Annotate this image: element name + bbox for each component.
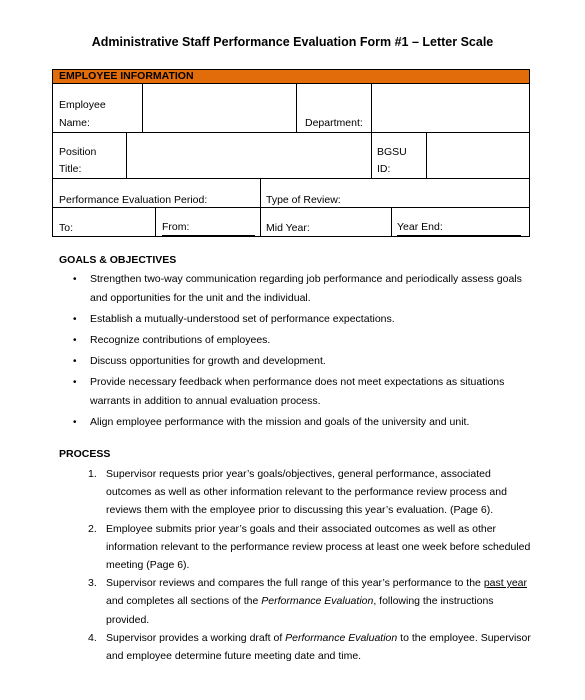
goals-heading: GOALS & OBJECTIVES [59, 254, 177, 266]
year-end-underline [397, 235, 521, 236]
goal-item [70, 373, 540, 411]
goals-list [70, 270, 540, 434]
year-end-cell[interactable] [391, 208, 529, 236]
bullet-icon: • [73, 417, 77, 428]
bgsu-id-label-1: BGSU [377, 146, 407, 158]
process-heading: PROCESS [59, 448, 111, 460]
bgsu-id-field[interactable] [426, 133, 529, 178]
goal-text: Establish a mutually-understood set of performance expectations. [90, 313, 395, 325]
to-cell[interactable] [53, 208, 156, 236]
department-label-cell [296, 84, 372, 132]
bullet-icon: • [73, 314, 77, 325]
step-text-part1: Supervisor reviews and compares the full range of this year’s performance to the [106, 577, 484, 590]
process-step [88, 465, 538, 520]
year-end-label: Year End: [397, 221, 443, 233]
document-title: Administrative Staff Performance Evaluation Form #1 – Letter Scale [91, 35, 494, 49]
mid-year-cell[interactable] [260, 208, 392, 236]
process-step [88, 629, 538, 665]
from-underline [162, 235, 255, 236]
bullet-icon: • [73, 356, 77, 367]
position-title-field[interactable] [126, 133, 372, 178]
step-text-part2: to the employee. Supervisor and employee determine future meeting date and time. [106, 631, 531, 663]
goal-item [70, 413, 540, 432]
row-evaluation-period [53, 179, 529, 208]
bgsu-id-label-cell [371, 133, 427, 178]
step-text-part1: Supervisor provides a working draft of [106, 631, 286, 644]
position-title-label-1: Position [59, 146, 97, 158]
process-step [88, 520, 538, 575]
bgsu-id-label-2: ID: [377, 163, 391, 175]
type-of-review-cell [260, 179, 529, 207]
evaluation-period-cell [53, 179, 261, 207]
goal-text: Align employee performance with the mission and goals of the university and unit. [90, 416, 470, 428]
row-position-title [53, 133, 529, 179]
step-text-italic: Performance Evaluation [285, 631, 398, 644]
goal-text: Provide necessary feedback when performance does not meet expectations as situations warrants in addition to annual evaluation process. [90, 376, 505, 407]
position-title-label-2: Title: [59, 163, 82, 175]
evaluation-period-label: Performance Evaluation Period: [59, 194, 208, 206]
goal-item [70, 310, 540, 329]
bullet-icon: • [73, 377, 77, 388]
row-dates [53, 208, 529, 236]
mid-year-label: Mid Year: [266, 222, 310, 234]
employee-name-label-1: Employee [59, 99, 106, 111]
employee-information-header: EMPLOYEE INFORMATION [53, 70, 529, 84]
goal-text: Discuss opportunities for growth and development. [90, 355, 326, 367]
bullet-icon: • [73, 274, 77, 285]
step-text-italic: Performance Evaluation [261, 595, 374, 608]
department-field[interactable] [371, 84, 529, 132]
step-text-part2: and completes all sections of the [106, 595, 262, 608]
department-label: Department: [305, 117, 363, 129]
to-label: To: [59, 222, 74, 234]
from-label: From: [162, 221, 190, 233]
process-step [88, 574, 538, 629]
step-text-underlined: past year [483, 577, 528, 590]
type-of-review-label: Type of Review: [266, 194, 341, 206]
step-text: Supervisor requests prior year’s goals/objectives, general performance, associated outcomes as well as other information relevant to the performance review process and reviews them with the employee prior to discussing this year’s evaluation. (Page 6). [106, 468, 507, 517]
employee-name-label-2: Name: [59, 117, 90, 129]
step-number: 1. [88, 468, 97, 480]
row-employee-name [53, 84, 529, 133]
step-number: 4. [88, 631, 97, 644]
step-text: Employee submits prior year’s goals and their associated outcomes as well as other information relevant to the performance review process at least one week before scheduled meeting (Page 6). [106, 522, 531, 572]
goal-item [70, 352, 540, 371]
employee-name-field[interactable] [142, 84, 297, 132]
position-title-label-cell [53, 133, 127, 178]
goal-item [70, 331, 540, 350]
bullet-icon: • [73, 335, 77, 346]
goal-text: Recognize contributions of employees. [90, 334, 271, 346]
employee-information-table [52, 69, 530, 237]
process-list [88, 465, 538, 665]
employee-name-label-cell [53, 84, 143, 132]
step-text-part3: , following the instructions provided. [106, 595, 494, 626]
from-cell[interactable] [155, 208, 261, 236]
step-number: 3. [88, 577, 97, 590]
goal-text: Strengthen two-way communication regarding job performance and periodically assess goals and opportunities for the unit and the individual. [90, 273, 522, 304]
goal-item [70, 270, 540, 308]
step-number: 2. [88, 522, 97, 535]
